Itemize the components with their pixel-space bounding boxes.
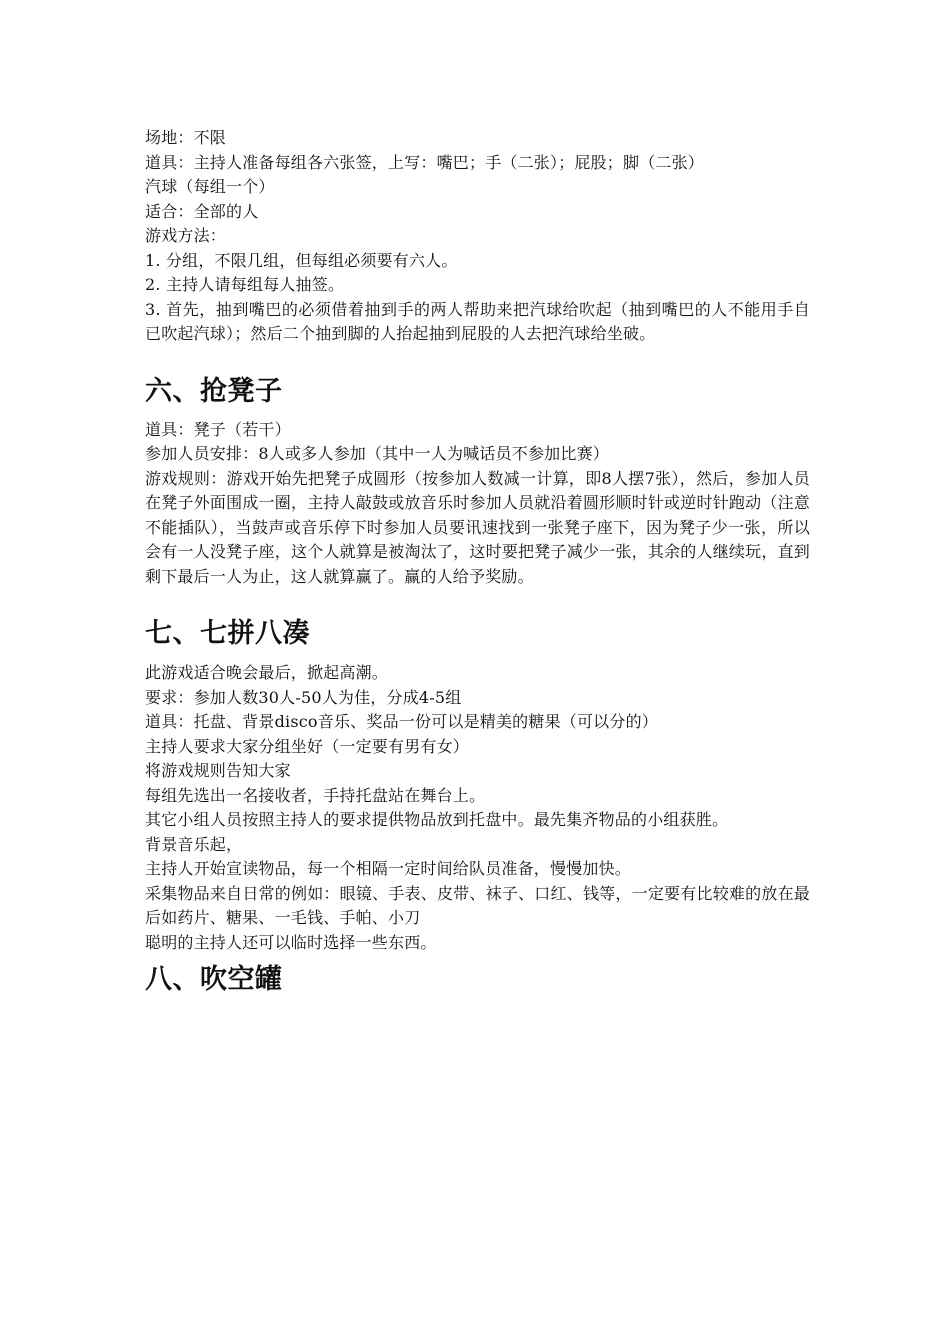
step-2: 2. 主持人请每组每人抽签。 bbox=[145, 275, 345, 294]
method-label: 游戏方法： bbox=[145, 226, 227, 245]
reading-line: 主持人开始宣读物品，每一个相隔一定时间给队员准备，慢慢加快。 bbox=[145, 859, 632, 878]
props-line: 道具：主持人准备每组各六张签，上写：嘴巴；手（二张）；屁股；脚（二张） bbox=[145, 152, 705, 172]
seating-line: 主持人要求大家分组坐好（一定要有男有女） bbox=[145, 736, 470, 756]
step-1: 1. 分组，不限几组，但每组必须要有六人。 bbox=[145, 250, 458, 270]
venue-line: 场地：不限 bbox=[145, 128, 227, 147]
music-line: 背景音乐起， bbox=[145, 834, 243, 854]
section-musical-chairs bbox=[145, 418, 810, 590]
host-tip-line: 聪明的主持人还可以临时选择一些东西。 bbox=[145, 932, 437, 952]
collect-line: 其它小组人员按照主持人的要求提供物品放到托盘中。最先集齐物品的小组获胜。 bbox=[145, 810, 729, 829]
announce-rules-line: 将游戏规则告知大家 bbox=[145, 761, 291, 780]
document-page bbox=[145, 126, 810, 997]
rules-paragraph: 游戏规则：游戏开始先把凳子成圆形（按参加人数减一计算，即8人摆7张），然后，参加人员在凳子外面围成一圈，主持人敲鼓或放音乐时参加人员就沿着圆形顺时针或逆时针跑动（注意不能插队），当鼓声或音乐停下时参加人员要讯速找到一张凳子座下，因为凳子少一张，所以会有一人没凳子座，这个人就算是被淘汰了，这时要把凳子减少一张，其余的人继续玩，直到剩下最后一人为止，这人就算赢了。赢的人给予奖励。 bbox=[145, 468, 810, 586]
section-scavenger-game bbox=[145, 661, 810, 955]
items-line: 采集物品来自日常的例如：眼镜、手表、皮带、袜子、口红、钱等，一定要有比较难的放在最后如药片、糖果、一毛钱、手帕、小刀 bbox=[145, 883, 810, 927]
intro-line: 此游戏适合晚会最后，掀起高潮。 bbox=[145, 663, 389, 682]
section-8-title: 八、吹空罐 bbox=[145, 964, 283, 995]
props-line: 道具：凳子（若干） bbox=[145, 419, 291, 439]
section-7-title: 七、七拼八凑 bbox=[145, 618, 310, 649]
participants-line: 参加人员安排：8人或多人参加（其中一人为喊话员不参加比赛） bbox=[145, 444, 609, 463]
section-balloon-game bbox=[145, 126, 810, 347]
section-6-title: 六、抢凳子 bbox=[145, 375, 283, 407]
step-3: 3. 首先，抽到嘴巴的必须借着抽到手的两人帮助来把汽球给吹起（抽到嘴巴的人不能用手自已吹起汽球）；然后二个抽到脚的人抬起抽到屁股的人去把汽球给坐破。 bbox=[145, 299, 810, 343]
suitable-line: 适合：全部的人 bbox=[145, 201, 259, 221]
balloon-line: 汽球（每组一个） bbox=[145, 177, 275, 196]
receiver-line: 每组先选出一名接收者，手持托盘站在舞台上。 bbox=[145, 785, 486, 805]
props-line: 道具：托盘、背景disco音乐、奖品一份可以是精美的糖果（可以分的） bbox=[145, 712, 658, 731]
requirements-line: 要求：参加人数30人-50人为佳，分成4-5组 bbox=[145, 687, 462, 707]
